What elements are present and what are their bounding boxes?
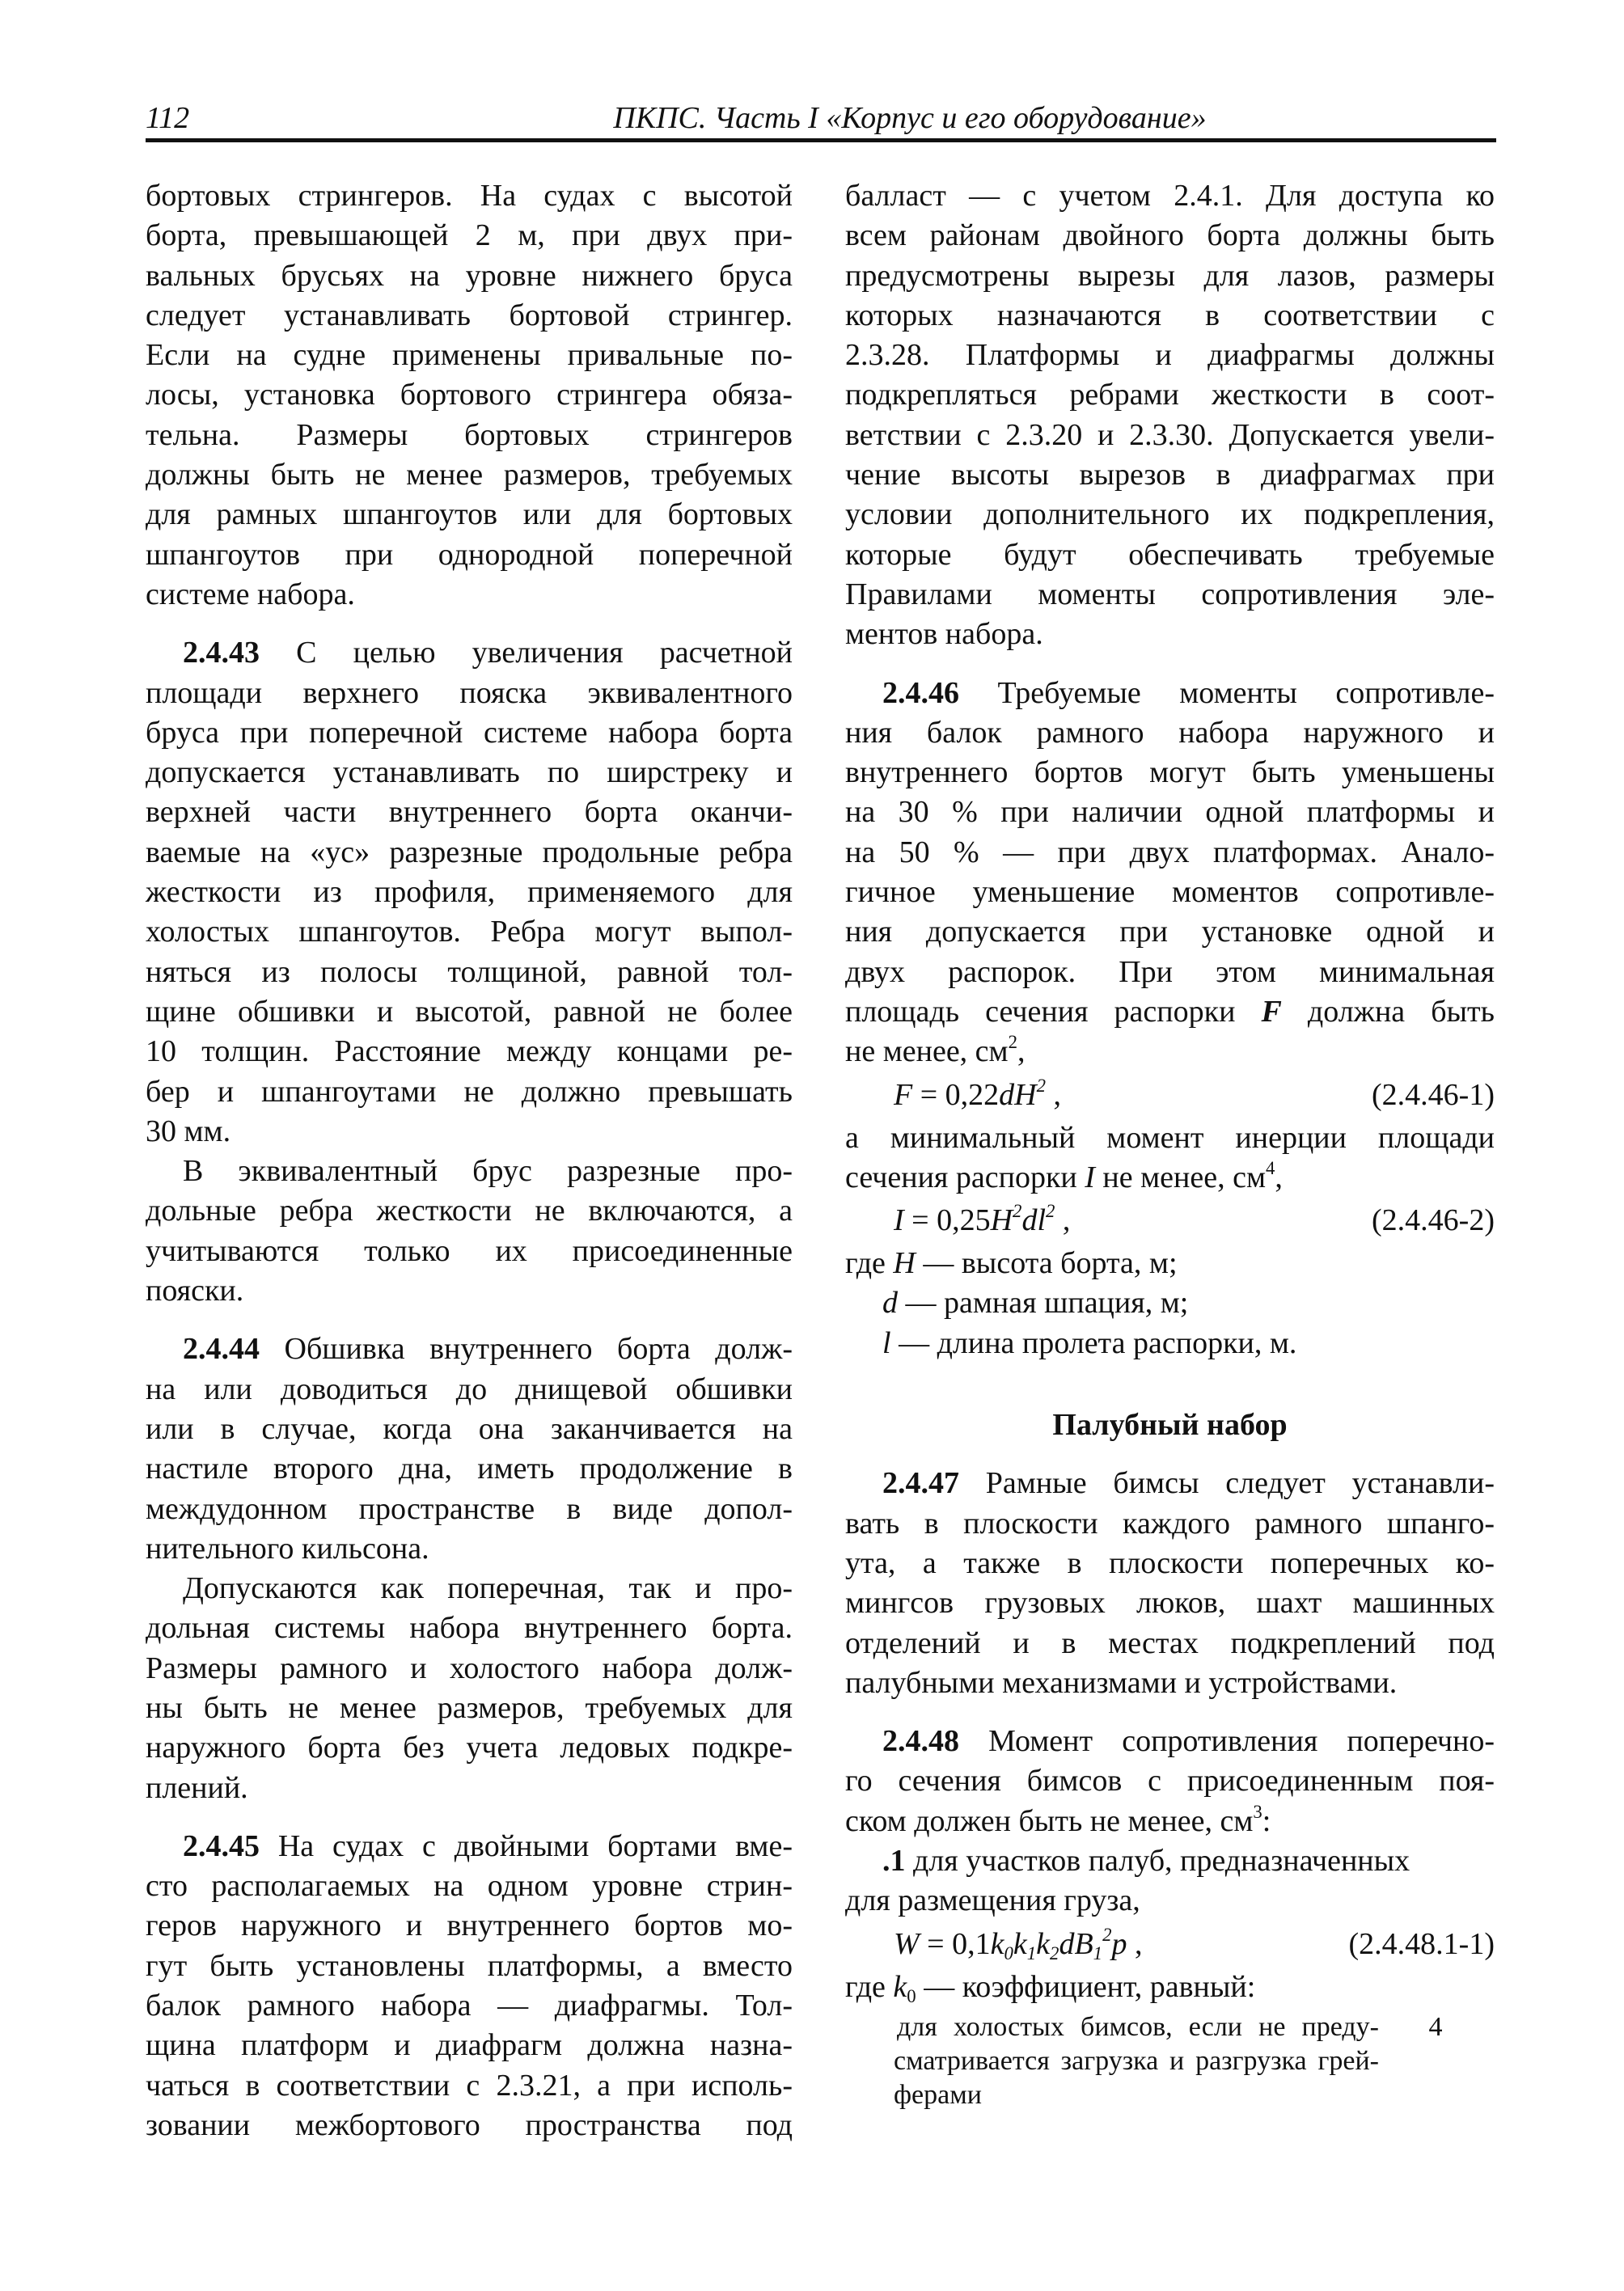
math-text: , xyxy=(1127,1926,1143,1961)
text-line xyxy=(146,2026,793,2065)
text-run: — высота борта, м; xyxy=(915,1246,1178,1281)
math-text: , xyxy=(1046,1077,1062,1112)
text-line xyxy=(146,575,793,615)
text-run: 30 мм. xyxy=(146,1114,231,1148)
paragraph xyxy=(845,1968,1495,2007)
paragraph xyxy=(845,674,1495,1072)
text-line xyxy=(146,1608,793,1648)
text-line xyxy=(146,1906,793,1946)
text-run: зовании межбортового пространства под xyxy=(146,2107,793,2142)
math-index: 1 xyxy=(1093,1942,1103,1963)
header-rule xyxy=(146,138,1496,142)
text-run: наружного борта без учета ледовых подкре- xyxy=(146,1731,793,1765)
text-run: которых назначаются в соответствии с xyxy=(845,298,1495,332)
text-line xyxy=(845,1118,1495,1158)
text-run: Правилами моменты сопротивления эле- xyxy=(845,577,1495,611)
text-run: — коэффициент, равный: xyxy=(916,1969,1256,2004)
text-run: мингсов грузовых люков, шахт машинных xyxy=(845,1586,1495,1621)
text-line xyxy=(146,1986,793,2026)
text-line xyxy=(146,216,793,256)
text-line xyxy=(146,1271,793,1311)
math-symbol: F xyxy=(894,1077,913,1112)
text-run: холостых шпангоутов. Ребра могут выпол- xyxy=(146,915,793,949)
text-run: : xyxy=(1262,1803,1271,1838)
formula-expression xyxy=(894,1198,1070,1244)
text-line xyxy=(146,416,793,455)
text-line: сматривается загрузка и разгрузка грей- xyxy=(894,2045,1379,2076)
text-run: , xyxy=(1275,1160,1283,1194)
text-line xyxy=(146,1689,793,1728)
math-index: 3 xyxy=(1253,1801,1262,1822)
text-line xyxy=(146,1490,793,1529)
text-run: В эквивалентный брус разрезные про- xyxy=(183,1154,793,1189)
math-symbol: dH xyxy=(999,1077,1037,1112)
text-run: 2.3.28. Платформы и диафрагмы должны xyxy=(845,338,1495,373)
paragraph xyxy=(845,1324,1495,1363)
text-line xyxy=(146,296,793,336)
text-line xyxy=(845,1464,1495,1503)
text-run: ветствии с 2.3.20 и 2.3.30. Допускается увели- xyxy=(845,417,1495,452)
text-line xyxy=(146,495,793,535)
text-run: Момент сопротивления поперечно- xyxy=(959,1724,1495,1759)
text-line xyxy=(146,1329,793,1369)
text-line xyxy=(845,1802,1495,1841)
text-line xyxy=(146,953,793,992)
text-line xyxy=(146,1769,793,1808)
text-run: ута, а также в плоскости поперечных ко- xyxy=(845,1545,1495,1580)
text-run: бер и шпангоутами не должно превышать xyxy=(146,1074,793,1109)
text-column-right xyxy=(845,176,1495,2112)
text-line xyxy=(845,1544,1495,1583)
paragraph xyxy=(845,1283,1495,1323)
text-run: допускается устанавливать по ширстреку и xyxy=(146,755,793,790)
text-line xyxy=(845,216,1495,256)
text-run: геров наружного и внутреннего бортов мо- xyxy=(146,1908,793,1943)
math-index: 2 xyxy=(1046,1201,1055,1222)
math-symbol: dB xyxy=(1059,1926,1093,1961)
paragraph xyxy=(146,1827,793,2145)
text-run: ния допускается при установке одной и xyxy=(845,915,1495,949)
text-line xyxy=(146,1191,793,1231)
text-run: где xyxy=(845,1969,894,2004)
math-index: 1 xyxy=(1026,1942,1037,1963)
text-line xyxy=(845,992,1495,1032)
text-run: или в случае, когда она заканчивается на xyxy=(146,1411,793,1446)
coefficient-description xyxy=(845,2010,1379,2112)
text-run: чаться в соответствии с 2.3.21, а при исполь- xyxy=(146,2068,793,2103)
text-line xyxy=(146,1152,793,1191)
text-run: для рамных шпангоутов или для бортовых xyxy=(146,497,793,532)
text-line xyxy=(146,1072,793,1112)
text-run: шпангоутов при однородной поперечной xyxy=(146,537,793,572)
text-run: , xyxy=(1017,1034,1026,1069)
math-symbol: F xyxy=(1261,994,1282,1029)
text-line xyxy=(146,256,793,296)
math-symbol: k xyxy=(1013,1926,1027,1961)
text-run: системе набора. xyxy=(146,577,355,611)
text-line xyxy=(845,1968,1495,2007)
text-run: на 30 % при наличии одной платформы и xyxy=(845,795,1495,830)
math-symbol: k xyxy=(893,1969,907,2004)
formula-expression xyxy=(894,1921,1142,1968)
text-line xyxy=(845,1244,1495,1283)
math-symbol: l xyxy=(882,1325,891,1360)
text-column-left xyxy=(146,176,793,2145)
math-symbol: p xyxy=(1111,1926,1127,1961)
text-line xyxy=(146,1032,793,1072)
math-text: = 0,22 xyxy=(912,1077,1000,1112)
text-line xyxy=(845,575,1495,615)
paragraph xyxy=(845,1464,1495,1703)
text-line xyxy=(845,1624,1495,1663)
formula xyxy=(845,1921,1495,1968)
math-symbol: k xyxy=(990,1926,1004,1961)
math-symbol: d xyxy=(882,1286,898,1321)
text-run: Размеры рамного и холостого набора долж- xyxy=(146,1651,793,1685)
text-run: должна быть xyxy=(1281,994,1495,1029)
text-run: го сечения бимсов с присоединенным поя- xyxy=(845,1764,1495,1799)
math-index: 2 xyxy=(1102,1924,1112,1945)
text-line xyxy=(845,256,1495,296)
math-symbol: I xyxy=(894,1203,904,1238)
text-run: двух распорок. При этом минимальная xyxy=(845,954,1495,989)
paragraph xyxy=(146,1329,793,1569)
text-run: бруса при поперечной системе набора борта xyxy=(146,715,793,750)
section-number: 2.4.43 xyxy=(183,636,260,670)
text-run: всем районам двойного борта должны быть xyxy=(845,218,1495,253)
text-run: настиле второго дна, иметь продолжение в xyxy=(146,1452,793,1486)
text-run: дольные ребра жесткости не включаются, а xyxy=(146,1194,793,1228)
text-line xyxy=(845,1158,1495,1198)
math-symbol: k xyxy=(1036,1926,1051,1961)
text-line xyxy=(845,753,1495,793)
text-line xyxy=(845,873,1495,912)
text-line xyxy=(845,416,1495,455)
text-line xyxy=(845,615,1495,654)
text-run: Рамные бимсы следует устанавли- xyxy=(959,1466,1495,1501)
text-line xyxy=(146,375,793,415)
paragraph xyxy=(845,176,1495,655)
text-run: для участков палуб, предназначенных xyxy=(905,1843,1410,1878)
text-run: сто располагаемых на одном уровне стрин- xyxy=(146,1869,793,1904)
math-index: 0 xyxy=(907,1985,916,2006)
text-line xyxy=(845,455,1495,495)
text-run: ваемые на «ус» разрезные продольные ребра xyxy=(146,835,793,869)
text-run: бортовых стрингеров. На судах с высотой xyxy=(146,179,793,213)
text-line xyxy=(146,713,793,753)
text-run: Требуемые моменты сопротивле- xyxy=(959,675,1495,710)
text-run: учитываются только их присоединенные xyxy=(146,1233,793,1268)
formula-number: (2.4.46-2) xyxy=(1372,1203,1495,1238)
text-line xyxy=(146,1827,793,1866)
math-index: 2 xyxy=(1036,1075,1047,1096)
text-line xyxy=(845,336,1495,375)
text-run: не менее, см xyxy=(1094,1160,1267,1194)
text-line xyxy=(146,336,793,375)
text-run: площадь сечения распорки xyxy=(845,994,1262,1029)
text-run: палубными механизмами и устройствами. xyxy=(845,1665,1398,1700)
math-text: , xyxy=(1055,1203,1071,1238)
text-line xyxy=(845,1881,1495,1921)
text-line xyxy=(146,633,793,673)
text-line xyxy=(146,1410,793,1449)
text-run: следует устанавливать бортовой стрингер. xyxy=(146,298,793,332)
text-run: внутреннего бортов могут быть уменьшены xyxy=(845,755,1495,790)
text-line xyxy=(146,535,793,575)
text-line xyxy=(845,674,1495,713)
text-line xyxy=(146,1728,793,1768)
text-line xyxy=(845,953,1495,992)
text-run: плений. xyxy=(146,1770,248,1805)
text-line xyxy=(845,793,1495,832)
formula-expression xyxy=(894,1072,1061,1118)
text-line xyxy=(146,1529,793,1569)
formula-number: (2.4.48.1-1) xyxy=(1348,1926,1495,1961)
text-run: верхней части внутреннего борта оканчи- xyxy=(146,795,793,830)
math-symbol: H xyxy=(893,1246,916,1281)
text-run: нительного кильсона. xyxy=(146,1531,429,1566)
paragraph xyxy=(146,633,793,1152)
text-run: отделений и в местах подкреплений под xyxy=(845,1625,1495,1660)
coefficient-value: 4 xyxy=(1428,2011,1443,2042)
text-line xyxy=(146,674,793,713)
paragraph xyxy=(845,1881,1495,1921)
section-number: 2.4.47 xyxy=(882,1466,959,1501)
text-line xyxy=(146,455,793,495)
text-line xyxy=(845,375,1495,415)
text-run: вальных брусьях на уровне нижнего бруса xyxy=(146,258,793,293)
text-run: междудонном пространстве в виде допол- xyxy=(146,1491,793,1526)
section-number: 2.4.44 xyxy=(183,1332,260,1367)
text-line: ферами xyxy=(894,2079,982,2110)
text-line xyxy=(146,1232,793,1271)
text-line xyxy=(146,1947,793,1986)
text-run: няться из полосы толщиной, равной тол- xyxy=(146,954,793,989)
section-number: 2.4.45 xyxy=(183,1828,260,1863)
text-run: С целью увеличения расчетной xyxy=(260,636,793,670)
running-header-title: ПКПС. Часть I «Корпус и его оборудование» xyxy=(613,101,1207,135)
text-run: на 50 % — при двух платформах. Анало- xyxy=(845,835,1495,869)
text-run: щине обшивки и высотой, равной не более xyxy=(146,994,793,1029)
text-line xyxy=(845,176,1495,216)
text-line xyxy=(146,2106,793,2145)
text-line xyxy=(146,1649,793,1689)
text-line xyxy=(845,535,1495,575)
paragraph xyxy=(845,1244,1495,1283)
text-line xyxy=(146,793,793,832)
math-symbol: dl xyxy=(1021,1203,1047,1238)
math-index: 4 xyxy=(1266,1157,1275,1178)
text-run: тельна. Размеры бортовых стрингеров xyxy=(146,417,793,452)
text-run: лосы, установка бортового стрингера обяза- xyxy=(146,378,793,412)
text-run: а минимальный момент инерции площади xyxy=(845,1120,1495,1155)
coefficient-row xyxy=(845,2010,1495,2112)
text-run: дольная системы набора внутреннего борта. xyxy=(146,1611,793,1646)
text-run: где xyxy=(845,1246,894,1281)
formula xyxy=(845,1198,1495,1244)
text-line xyxy=(845,296,1495,336)
text-line xyxy=(845,495,1495,535)
math-index: 0 xyxy=(1004,1942,1013,1963)
text-run: 10 толщин. Расстояние между концами ре- xyxy=(146,1034,793,1069)
text-run: ния балок рамного набора наружного и xyxy=(845,715,1495,750)
text-line xyxy=(845,833,1495,873)
text-line xyxy=(146,1449,793,1489)
text-line xyxy=(146,1866,793,1906)
text-run: — длина пролета распорки, м. xyxy=(890,1325,1297,1360)
text-run: борта, превышающей 2 м, при двух при- xyxy=(146,218,793,253)
paragraph xyxy=(146,1569,793,1808)
text-run: балок рамного набора — диафрагмы. Тол- xyxy=(146,1989,793,2023)
text-line xyxy=(845,912,1495,952)
formula-number: (2.4.46-1) xyxy=(1372,1077,1495,1112)
section-heading: Палубный набор xyxy=(1052,1408,1288,1443)
text-run: щина платформ и диафрагм должна назна- xyxy=(146,2028,793,2063)
text-run: не менее, см xyxy=(845,1034,1009,1069)
text-run: ском должен быть не менее, см xyxy=(845,1803,1254,1838)
text-line xyxy=(845,1583,1495,1623)
text-run: сечения распорки xyxy=(845,1160,1085,1194)
text-run: Обшивка внутреннего борта долж- xyxy=(260,1332,793,1367)
text-line xyxy=(845,1032,1495,1072)
text-run: ментов набора. xyxy=(845,617,1043,652)
text-line xyxy=(146,873,793,912)
text-run: для размещения груза, xyxy=(845,1883,1140,1918)
text-run: предусмотрены вырезы для лазов, размеры xyxy=(845,258,1495,293)
text-run: вать в плоскости каждого рамного шпанго- xyxy=(845,1506,1495,1541)
text-line xyxy=(146,912,793,952)
text-run: на или доводиться до днищевой обшивки xyxy=(146,1372,793,1406)
formula xyxy=(845,1072,1495,1118)
paragraph xyxy=(845,1118,1495,1198)
text-line xyxy=(845,1504,1495,1544)
text-run: На судах с двойными бортами вме- xyxy=(260,1828,793,1863)
text-run: которые будут обеспечивать требуемые xyxy=(845,537,1495,572)
math-index: 2 xyxy=(1013,1201,1022,1222)
math-index: 2 xyxy=(1050,1942,1059,1963)
section-number: 2.4.46 xyxy=(882,675,959,710)
paragraph xyxy=(845,1841,1495,1881)
text-line xyxy=(845,1761,1495,1801)
text-run: должны быть не менее размеров, требуемых xyxy=(146,458,793,492)
text-line xyxy=(146,1370,793,1410)
text-line xyxy=(845,1722,1495,1761)
text-line xyxy=(146,1112,793,1152)
text-run: гут быть установлены платформы, а вместо xyxy=(146,1948,793,1983)
math-text: = 0,25 xyxy=(903,1203,991,1238)
text-run: пояски. xyxy=(146,1274,244,1308)
text-line xyxy=(845,1283,1495,1323)
text-line xyxy=(845,713,1495,753)
text-line xyxy=(845,1841,1495,1881)
paragraph xyxy=(146,1152,793,1311)
text-run: Допускаются как поперечная, так и про- xyxy=(183,1571,793,1606)
math-symbol: W xyxy=(894,1926,920,1961)
text-line xyxy=(146,1569,793,1608)
text-run: балласт — с учетом 2.4.1. Для доступа ко xyxy=(845,179,1495,213)
text-run: жесткости из профиля, применяемого для xyxy=(146,875,793,910)
page-number: 112 xyxy=(146,101,190,135)
text-run: ны быть не менее размеров, требуемых для xyxy=(146,1690,793,1725)
text-line xyxy=(146,2066,793,2106)
text-run: гичное уменьшение моментов сопротивле- xyxy=(845,875,1495,910)
paragraph xyxy=(146,176,793,615)
math-text: = 0,1 xyxy=(919,1926,991,1961)
text-line xyxy=(845,1663,1495,1703)
text-run: подкрепляться ребрами жесткости в соот- xyxy=(845,378,1495,412)
math-index: 2 xyxy=(1008,1032,1018,1053)
text-line xyxy=(845,1324,1495,1363)
paragraph xyxy=(845,1722,1495,1841)
section-number: .1 xyxy=(882,1843,906,1878)
text-run: чение высоты вырезов в диафрагмах при xyxy=(845,458,1495,492)
text-line xyxy=(146,753,793,793)
text-run: — рамная шпация, м; xyxy=(898,1286,1189,1321)
text-line xyxy=(146,833,793,873)
text-line: для холостых бимсов, если не преду- xyxy=(897,2011,1379,2042)
text-line xyxy=(146,176,793,216)
text-run: площади верхнего пояска эквивалентного xyxy=(146,675,793,710)
section-number: 2.4.48 xyxy=(882,1724,959,1759)
math-symbol: H xyxy=(990,1203,1013,1238)
text-run: Если на судне применены привальные по- xyxy=(146,338,793,373)
math-symbol: I xyxy=(1085,1160,1095,1194)
text-line xyxy=(146,992,793,1032)
text-run: условии дополнительного их подкрепления, xyxy=(845,497,1495,532)
